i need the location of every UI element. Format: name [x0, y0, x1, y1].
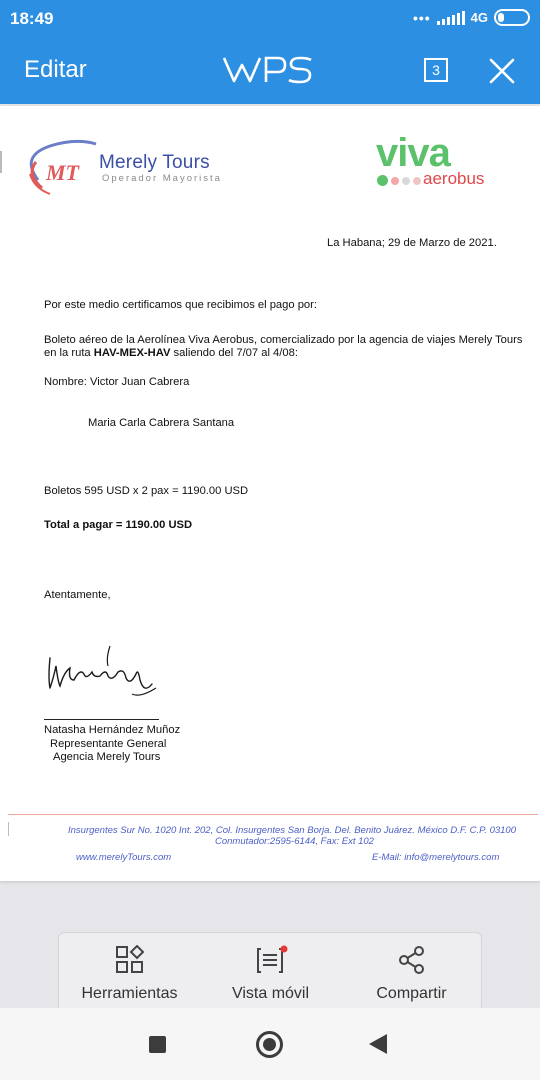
- mt-monogram: MT: [46, 160, 79, 185]
- footer-edge-marker: [8, 822, 9, 836]
- tools-button[interactable]: [59, 933, 200, 1013]
- battery-icon: [494, 9, 530, 26]
- back-icon[interactable]: [369, 1034, 387, 1054]
- battery-level: 19: [505, 11, 519, 24]
- more-notifications-icon: •••: [412, 9, 431, 26]
- wps-logo: [222, 55, 314, 90]
- aerobus-logo-text: aerobus: [423, 169, 485, 188]
- signature-line: [44, 719, 159, 720]
- share-icon: [397, 945, 427, 975]
- share-button[interactable]: [341, 933, 482, 1013]
- signer-title: Representante General: [50, 738, 167, 750]
- tools-grid-icon: [114, 945, 146, 975]
- footer-website: www.merelyTours.com: [76, 852, 172, 863]
- wps-logo-icon: [222, 55, 314, 85]
- date-line: La Habana; 29 de Marzo de 2021.: [327, 237, 497, 249]
- merely-tours-swoosh-icon: [24, 134, 104, 196]
- mobile-view-icon: [254, 945, 288, 975]
- recent-apps-icon[interactable]: [149, 1036, 166, 1053]
- share-label: Compartir: [376, 985, 447, 1002]
- edit-button[interactable]: Editar: [24, 56, 87, 83]
- body-route-prefix: en la ruta: [44, 347, 94, 359]
- mobile-view-button[interactable]: [200, 933, 341, 1013]
- passenger-name-1: Nombre: Victor Juan Cabrera: [44, 376, 190, 388]
- system-nav-bar: [0, 1008, 540, 1080]
- page-count: 3: [432, 62, 440, 78]
- footer-address: Insurgentes Sur No. 1020 Int. 202, Col. Insurgentes San Borja. Del. Benito Juárez. México D.F. C.P. 03100: [68, 825, 516, 836]
- status-bar: [0, 0, 540, 38]
- status-time: 18:49: [10, 9, 54, 28]
- total-line: Total a pagar = 1190.00 USD: [44, 519, 193, 531]
- merely-tours-logo: [24, 134, 104, 201]
- closing-line: Atentamente,: [44, 589, 111, 601]
- passenger-name-2: Maria Carla Cabrera Santana: [88, 417, 235, 429]
- merely-tours-name: Merely Tours: [99, 152, 210, 173]
- app-bar: [0, 38, 540, 104]
- signal-icon: [437, 11, 465, 25]
- close-button[interactable]: [488, 57, 516, 85]
- signer-organization: Agencia Merely Tours: [53, 751, 161, 763]
- notification-dot: [280, 946, 287, 953]
- tools-label: Herramientas: [81, 985, 178, 1002]
- intro-text: Por este medio certificamos que recibimos el pago por:: [44, 299, 317, 311]
- body-route: HAV-MEX-HAV: [93, 347, 171, 359]
- page-count-button[interactable]: [424, 58, 448, 82]
- body-route-suffix: saliendo del 7/07 al 4/08:: [170, 347, 298, 359]
- mobile-view-label: Vista móvil: [231, 985, 310, 1002]
- page-edge-marker: [0, 151, 2, 173]
- bottom-toolbar: [58, 932, 482, 1012]
- body-line-2: [44, 346, 298, 360]
- footer-email: E-Mail: info@merelytours.com: [372, 852, 500, 863]
- signature-image: [40, 638, 160, 702]
- footer-phone: Conmutador:2595-6144, Fax: Ext 102: [215, 836, 374, 847]
- viva-logo-text: viva: [376, 131, 450, 175]
- merely-tours-tagline: Operador Mayorista: [102, 173, 222, 184]
- battery-level-fill: [498, 13, 504, 22]
- tickets-line: Boletos 595 USD x 2 pax = 1190.00 USD: [44, 485, 249, 497]
- body-line-1: Boleto aéreo de la Aerolínea Viva Aerobus, comercializado por la agencia de viajes Merely Tours: [44, 334, 523, 346]
- signer-name: Natasha Hernández Muñoz: [44, 724, 181, 736]
- close-icon: [488, 57, 516, 85]
- viva-dots-icon: [377, 175, 421, 186]
- home-icon[interactable]: [256, 1031, 283, 1058]
- network-type: 4G: [470, 10, 488, 25]
- status-indicators: [413, 9, 530, 26]
- footer-divider: [8, 814, 538, 815]
